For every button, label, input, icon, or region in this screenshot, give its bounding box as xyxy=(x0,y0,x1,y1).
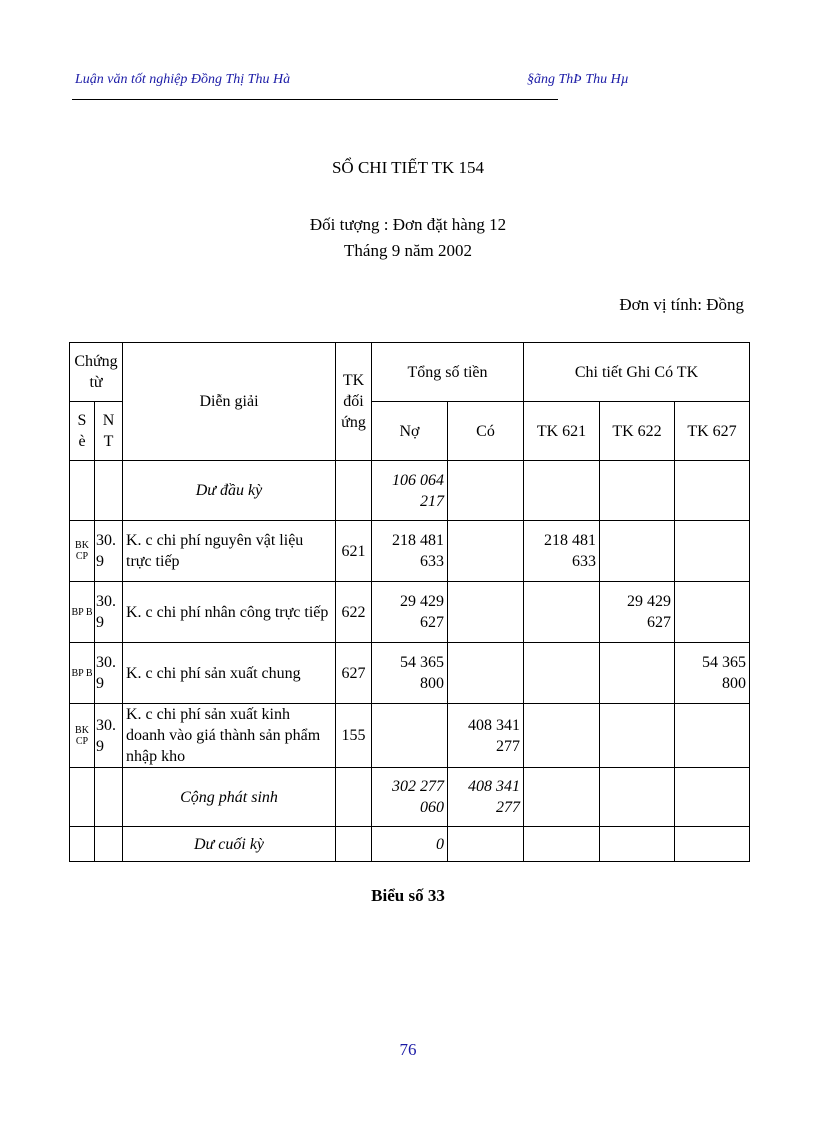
row-so: BP B xyxy=(70,643,95,704)
page-title: SỔ CHI TIẾT TK 154 xyxy=(331,158,485,177)
empty-cell xyxy=(524,827,600,862)
col-so-e: è xyxy=(78,433,86,450)
amount-part: 54 365 xyxy=(400,654,444,671)
row-so: BP B xyxy=(70,582,95,643)
row-tk621 xyxy=(524,704,600,768)
row-tk: 627 xyxy=(336,643,372,704)
table-caption: Biểu số 33 xyxy=(371,886,445,905)
empty-cell xyxy=(336,827,372,862)
empty-cell xyxy=(336,768,372,827)
amount-part: 060 xyxy=(420,799,444,816)
page-subtitle xyxy=(0,212,816,264)
row-desc: K. c chi phí nhân công trực tiếp xyxy=(123,582,336,643)
total-row xyxy=(70,768,750,827)
col-dien-giai: Diễn giải xyxy=(123,343,336,461)
empty-cell xyxy=(524,768,600,827)
amount-part: 54 365 xyxy=(702,654,746,671)
header-author: Luận văn tốt nghiệp Đồng Thị Thu Hà xyxy=(75,72,291,87)
table-row xyxy=(70,521,750,582)
opening-balance-row xyxy=(70,461,750,521)
row-ngay: 30. 9 xyxy=(95,521,123,582)
row-so: BK CP xyxy=(70,704,95,768)
row-no xyxy=(372,704,448,768)
row-no xyxy=(372,643,448,704)
empty-cell xyxy=(95,461,123,521)
empty-cell xyxy=(675,827,750,862)
empty-cell xyxy=(600,461,675,521)
row-tk621 xyxy=(524,582,600,643)
closing-no: 0 xyxy=(372,827,448,862)
row-tk621 xyxy=(524,521,600,582)
ledger-table xyxy=(69,342,750,862)
row-so: BK CP xyxy=(70,521,95,582)
table-row xyxy=(70,582,750,643)
row-desc: K. c chi phí sản xuất chung xyxy=(123,643,336,704)
page-number: 76 xyxy=(399,1040,417,1059)
amount-part: 627 xyxy=(420,614,444,631)
row-tk622 xyxy=(600,704,675,768)
empty-cell xyxy=(70,827,95,862)
closing-balance-row xyxy=(70,827,750,862)
row-co xyxy=(448,582,524,643)
header-author-garbled: §ãng ThÞ Thu Hµ xyxy=(527,72,629,87)
closing-label: Dư cuối kỳ xyxy=(123,827,336,862)
empty-cell xyxy=(448,827,524,862)
total-label: Cộng phát sinh xyxy=(123,768,336,827)
row-tk627 xyxy=(675,704,750,768)
col-ngay-t: T xyxy=(103,433,114,450)
empty-cell xyxy=(600,768,675,827)
row-desc: K. c chi phí nguyên vật liệu trực tiếp xyxy=(123,521,336,582)
row-co xyxy=(448,521,524,582)
amount-part: 277 xyxy=(496,737,520,755)
col-tk627: TK 627 xyxy=(675,402,750,461)
row-tk627 xyxy=(675,582,750,643)
row-tk: 155 xyxy=(336,704,372,768)
amount-part: 29 429 xyxy=(627,593,671,610)
row-ngay: 30. 9 xyxy=(95,704,123,768)
empty-cell xyxy=(600,827,675,862)
amount-part: 106 064 xyxy=(392,471,444,489)
col-tong-so-tien: Tổng số tiền xyxy=(372,343,524,402)
empty-cell xyxy=(70,461,95,521)
col-ngay-n: N xyxy=(102,412,115,429)
amount-part: 800 xyxy=(722,675,746,692)
empty-cell xyxy=(448,461,524,521)
amount-part: 800 xyxy=(420,675,444,692)
empty-cell xyxy=(95,768,123,827)
table-row xyxy=(70,643,750,704)
col-ngay xyxy=(95,402,123,461)
amount-part: 277 xyxy=(496,799,520,816)
row-tk: 622 xyxy=(336,582,372,643)
empty-cell xyxy=(95,827,123,862)
opening-no xyxy=(372,461,448,521)
total-co xyxy=(448,768,524,827)
amount-part: 217 xyxy=(420,492,444,510)
subtitle-period: Tháng 9 năm 2002 xyxy=(344,241,472,260)
col-co: Có xyxy=(448,402,524,461)
amount-part: 633 xyxy=(572,553,596,570)
col-chi-tiet-ghi-co: Chi tiết Ghi Có TK xyxy=(524,343,750,402)
col-so xyxy=(70,402,95,461)
row-tk622 xyxy=(600,582,675,643)
amount-part: 627 xyxy=(647,614,671,631)
amount-part: 302 277 xyxy=(392,778,444,795)
header-row-1 xyxy=(70,343,750,402)
amount-part: 408 341 xyxy=(468,778,520,795)
amount-part: 408 341 xyxy=(468,716,520,734)
row-no xyxy=(372,521,448,582)
row-tk627 xyxy=(675,521,750,582)
row-desc: K. c chi phí sản xuất kinh doanh vào giá thành sản phẩm nhập kho xyxy=(123,704,336,768)
row-ngay: 30. 9 xyxy=(95,643,123,704)
col-tk622: TK 622 xyxy=(600,402,675,461)
empty-cell xyxy=(70,768,95,827)
row-co xyxy=(448,704,524,768)
amount-part: 218 481 xyxy=(544,532,596,549)
amount-part: 218 481 xyxy=(392,532,444,549)
row-tk627 xyxy=(675,643,750,704)
row-no xyxy=(372,582,448,643)
row-co xyxy=(448,643,524,704)
col-no: Nợ xyxy=(372,402,448,461)
col-so-s: S xyxy=(77,412,87,429)
empty-cell xyxy=(524,461,600,521)
empty-cell xyxy=(675,461,750,521)
opening-label: Dư đầu kỳ xyxy=(123,461,336,521)
row-tk622 xyxy=(600,521,675,582)
col-tk-doi-ung: TK đối ứng xyxy=(336,343,372,461)
subtitle-object: Đối tượng : Đơn đặt hàng 12 xyxy=(309,215,507,234)
amount-part: 29 429 xyxy=(400,593,444,610)
table-row xyxy=(70,704,750,768)
row-tk622 xyxy=(600,643,675,704)
col-tk621: TK 621 xyxy=(524,402,600,461)
empty-cell xyxy=(675,768,750,827)
col-chung-tu: Chứng từ xyxy=(70,343,123,402)
row-tk621 xyxy=(524,643,600,704)
row-ngay: 30. 9 xyxy=(95,582,123,643)
total-no xyxy=(372,768,448,827)
currency-unit: Đơn vị tính: Đồng xyxy=(619,295,744,314)
row-tk: 621 xyxy=(336,521,372,582)
amount-part: 633 xyxy=(420,553,444,570)
empty-cell xyxy=(336,461,372,521)
header-divider xyxy=(72,99,558,100)
